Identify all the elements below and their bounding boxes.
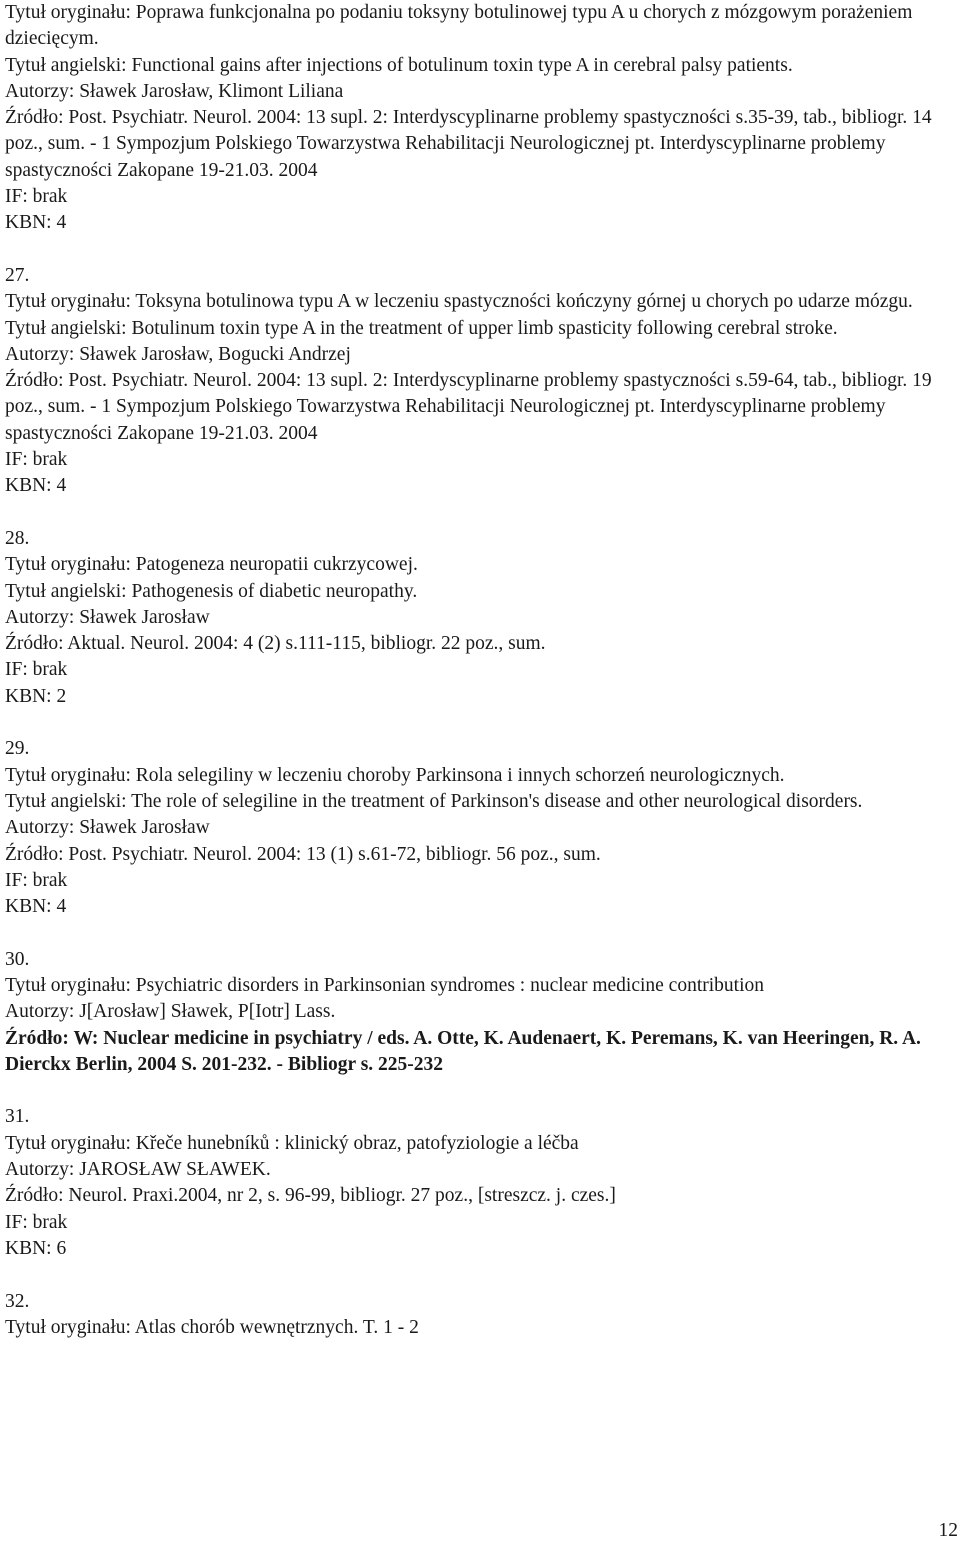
spacer — [5, 1078, 957, 1104]
entry-number: 32. — [5, 1290, 30, 1312]
spacer — [5, 500, 957, 526]
bibliography-entry — [5, 736, 957, 920]
bibliography-entry — [5, 1289, 957, 1342]
document-body — [5, 0, 957, 1341]
bibliography-entry — [5, 947, 957, 1078]
original-title: Tytuł oryginału: Poprawa funkcjonalna po podaniu toksyny botulinowej typu A u chorych z mózgowym porażeniem dziecięcym. — [5, 2, 913, 50]
impact-factor: IF: brak — [5, 186, 68, 208]
english-title: Tytuł angielski: Functional gains after injections of botulinum toxin type A in cerebral palsy patients. — [5, 54, 793, 76]
english-title: Tytuł angielski: The role of selegiline in the treatment of Parkinson's disease and other neurological disorders. — [5, 790, 863, 812]
page-number: 12 — [938, 1520, 958, 1541]
entry-number: 29. — [5, 738, 30, 760]
source: Źródło: Aktual. Neurol. 2004: 4 (2) s.111-115, bibliogr. 22 poz., sum. — [5, 633, 546, 655]
original-title: Tytuł oryginału: Křeče hunebníků : klinický obraz, patofyziologie a léčba — [5, 1132, 579, 1154]
authors: Autorzy: Sławek Jarosław, Klimont Liliana — [5, 80, 344, 102]
source: Źródło: W: Nuclear medicine in psychiatry / eds. A. Otte, K. Audenaert, K. Peremans, K. van Heeringen, R. A. Dierckx Berlin, 2004 S. 201-232. - Bibliogr s. 225-232 — [5, 1027, 921, 1075]
authors: Autorzy: Sławek Jarosław — [5, 817, 210, 839]
entry-number: 28. — [5, 527, 30, 549]
impact-factor: IF: brak — [5, 659, 68, 681]
original-title: Tytuł oryginału: Atlas chorób wewnętrznych. T. 1 - 2 — [5, 1316, 419, 1338]
original-title: Tytuł oryginału: Rola selegiliny w leczeniu choroby Parkinsona i innych schorzeń neurologicznych. — [5, 764, 785, 786]
impact-factor: IF: brak — [5, 449, 68, 471]
authors: Autorzy: Sławek Jarosław — [5, 606, 210, 628]
entry-number: 27. — [5, 264, 30, 286]
entry-number: 31. — [5, 1106, 30, 1128]
entry-number: 30. — [5, 948, 30, 970]
authors: Autorzy: Sławek Jarosław, Bogucki Andrzej — [5, 343, 351, 365]
source: Źródło: Post. Psychiatr. Neurol. 2004: 13 supl. 2: Interdyscyplinarne problemy spastyczności s.59-64, tab., bibliogr. 19 poz., sum. - 1 Sympozjum Polskiego Towarzystwa Rehabilitacji Neurologicznej pt. Interdyscyplinarne problemy spastyczności Zakopane 19-21.03. 2004 — [5, 370, 932, 444]
kbn-score: KBN: 4 — [5, 475, 67, 497]
spacer — [5, 1262, 957, 1288]
bibliography-entry — [5, 263, 957, 500]
english-title: Tytuł angielski: Botulinum toxin type A in the treatment of upper limb spasticity following cerebral stroke. — [5, 317, 838, 339]
source: Źródło: Neurol. Praxi.2004, nr 2, s. 96-99, bibliogr. 27 poz., [streszcz. j. czes.] — [5, 1185, 616, 1207]
original-title: Tytuł oryginału: Toksyna botulinowa typu A w leczeniu spastyczności kończyny górnej u chorych po udarze mózgu. — [5, 291, 913, 313]
original-title: Tytuł oryginału: Patogeneza neuropatii cukrzycowej. — [5, 554, 418, 576]
spacer — [5, 237, 957, 263]
authors: Autorzy: J[Arosław] Sławek, P[Iotr] Lass. — [5, 1001, 336, 1023]
authors: Autorzy: JAROSŁAW SŁAWEK. — [5, 1159, 271, 1181]
kbn-score: KBN: 4 — [5, 212, 67, 234]
kbn-score: KBN: 2 — [5, 685, 67, 707]
impact-factor: IF: brak — [5, 1211, 68, 1233]
kbn-score: KBN: 6 — [5, 1237, 67, 1259]
bibliography-entry — [5, 526, 957, 710]
original-title: Tytuł oryginału: Psychiatric disorders in Parkinsonian syndromes : nuclear medicine contribution — [5, 974, 764, 996]
source: Źródło: Post. Psychiatr. Neurol. 2004: 13 supl. 2: Interdyscyplinarne problemy spastyczności s.35-39, tab., bibliogr. 14 poz., sum. - 1 Sympozjum Polskiego Towarzystwa Rehabilitacji Neurologicznej pt. Interdyscyplinarne problemy spastyczności Zakopane 19-21.03. 2004 — [5, 107, 932, 181]
spacer — [5, 920, 957, 946]
bibliography-entry — [5, 1104, 957, 1262]
bibliography-entry — [5, 0, 957, 237]
source: Źródło: Post. Psychiatr. Neurol. 2004: 13 (1) s.61-72, bibliogr. 56 poz., sum. — [5, 843, 601, 865]
impact-factor: IF: brak — [5, 869, 68, 891]
kbn-score: KBN: 4 — [5, 896, 67, 918]
english-title: Tytuł angielski: Pathogenesis of diabetic neuropathy. — [5, 580, 418, 602]
spacer — [5, 710, 957, 736]
